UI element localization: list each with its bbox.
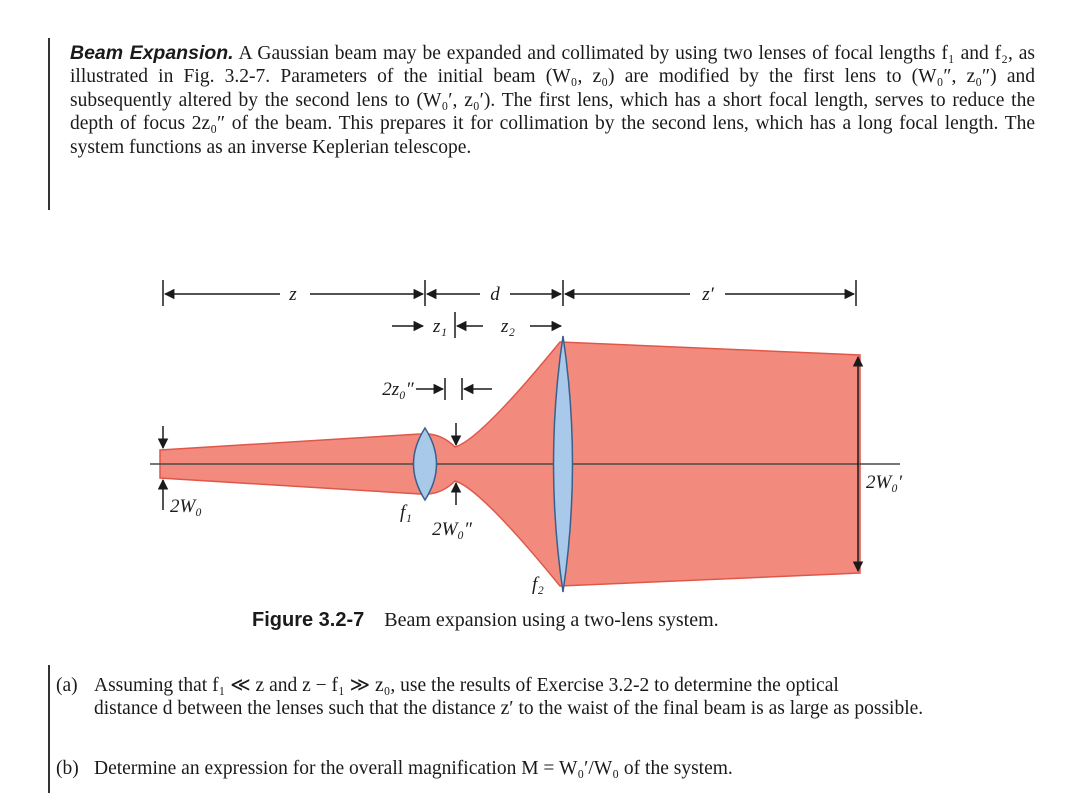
depth-of-focus-marker [416, 378, 492, 400]
question-a-continuation: distance d between the lenses such that the distance z′ to the waist of the final beam is as large as possible. [94, 698, 924, 720]
label-depth-of-focus: 2z₀″ [382, 379, 414, 400]
question-b [56, 757, 1016, 780]
question-b-text: Determine an expression for the overall magnification M = W₀′/W₀ of the system. [94, 758, 733, 779]
label-z: z [289, 284, 297, 305]
top-dimension-line [163, 280, 856, 306]
label-z2: z₂ [501, 316, 515, 337]
label-w0-double-prime: 2W₀″ [432, 519, 472, 540]
label-f1: f₁ [400, 502, 412, 523]
section-heading: Beam Expansion. [70, 42, 234, 64]
question-a-tag: (a) [56, 675, 78, 696]
label-w0-prime: 2W₀′ [866, 472, 903, 493]
figure-number: Figure 3.2-7 [252, 609, 365, 631]
beam-expansion-figure [0, 260, 1080, 640]
question-a-first-line: Assuming that f₁ ≪ z and z − f₁ ≫ z₀, use the results of Exercise 3.2-2 to determine the optical [94, 675, 839, 696]
question-b-tag: (b) [56, 758, 79, 779]
figure-caption-text: Beam expansion using a two-lens system. [384, 609, 719, 631]
label-z-prime: z′ [702, 284, 714, 305]
label-f2: f₂ [532, 574, 544, 595]
left-margin-rule [48, 38, 50, 210]
figure-caption [252, 609, 719, 632]
questions-margin-rule [48, 665, 50, 793]
label-d: d [490, 284, 500, 305]
z1-z2-dimension [392, 312, 561, 338]
section-body: A Gaussian beam may be expanded and collimated by using two lenses of focal lengths f₁ and f₂, as illustrated in Fig. 3.2-7. Parameters of the initial beam (W₀, z₀) are modified by the first lens to (W₀″, z₀″) and subsequently altered by the second lens to (W₀′, z₀′). The first lens, which has a short focal length, serves to reduce the depth of focus 2z₀″ of the beam. This prepares it for collimation by the second lens, which has a long focal length. The system functions as an inverse Keplerian telescope. [70, 43, 1035, 158]
figure-diagram [0, 260, 1080, 640]
beam-expansion-paragraph [70, 42, 1035, 159]
question-a [56, 674, 1016, 721]
label-z1: z₁ [433, 316, 447, 337]
label-w0: 2W₀ [170, 496, 202, 517]
